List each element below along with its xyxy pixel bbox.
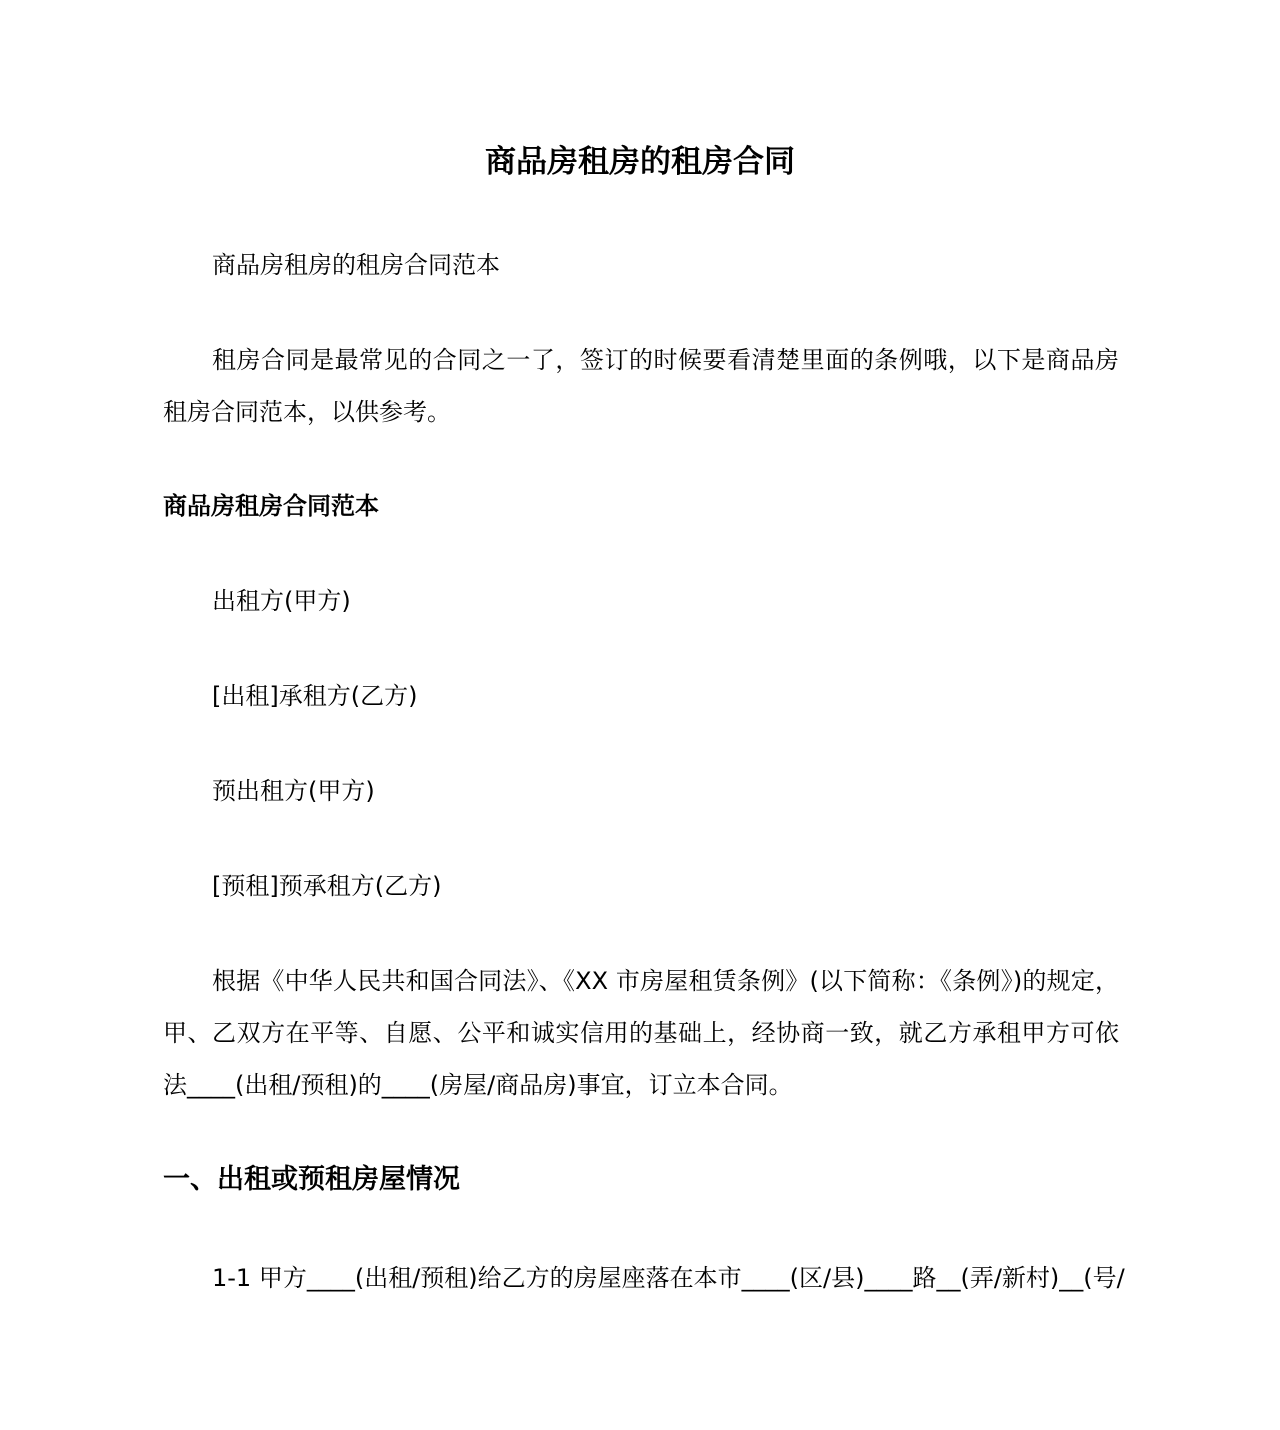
document-title: 商品房租房的租房合同 <box>485 144 795 180</box>
party-pre-lessee: [预租]预承租方(乙方) <box>212 872 442 900</box>
subtitle-paragraph: 商品房租房的租房合同范本 <box>212 251 500 279</box>
section-heading: 商品房租房合同范本 <box>163 492 379 520</box>
basis-paragraph: 根据《中华人民共和国合同法》、《XX 市房屋租赁条例》(以下简称：《条例》)的规定，甲、乙双方在平等、自愿、公平和诚实信用的基础上，经协商一致，就乙方承租甲方可依法____(出租/预租)的____(房屋/商品房)事宜，订立本合同。 <box>163 967 1119 1099</box>
intro-paragraph: 租房合同是最常见的合同之一了，签订的时候要看清楚里面的条例哦，以下是商品房租房合同范本，以供参考。 <box>163 346 1119 426</box>
party-lessee: [出租]承租方(乙方) <box>212 682 418 710</box>
party-lessor: 出租方(甲方) <box>212 587 351 615</box>
chapter-1-heading: 一、出租或预租房屋情况 <box>163 1164 460 1195</box>
clause-1-1: 1-1 甲方____(出租/预租)给乙方的房屋座落在本市____(区/县)____路__(弄/新村)__(号/ <box>212 1264 1125 1292</box>
party-pre-lessor: 预出租方(甲方) <box>212 777 375 805</box>
